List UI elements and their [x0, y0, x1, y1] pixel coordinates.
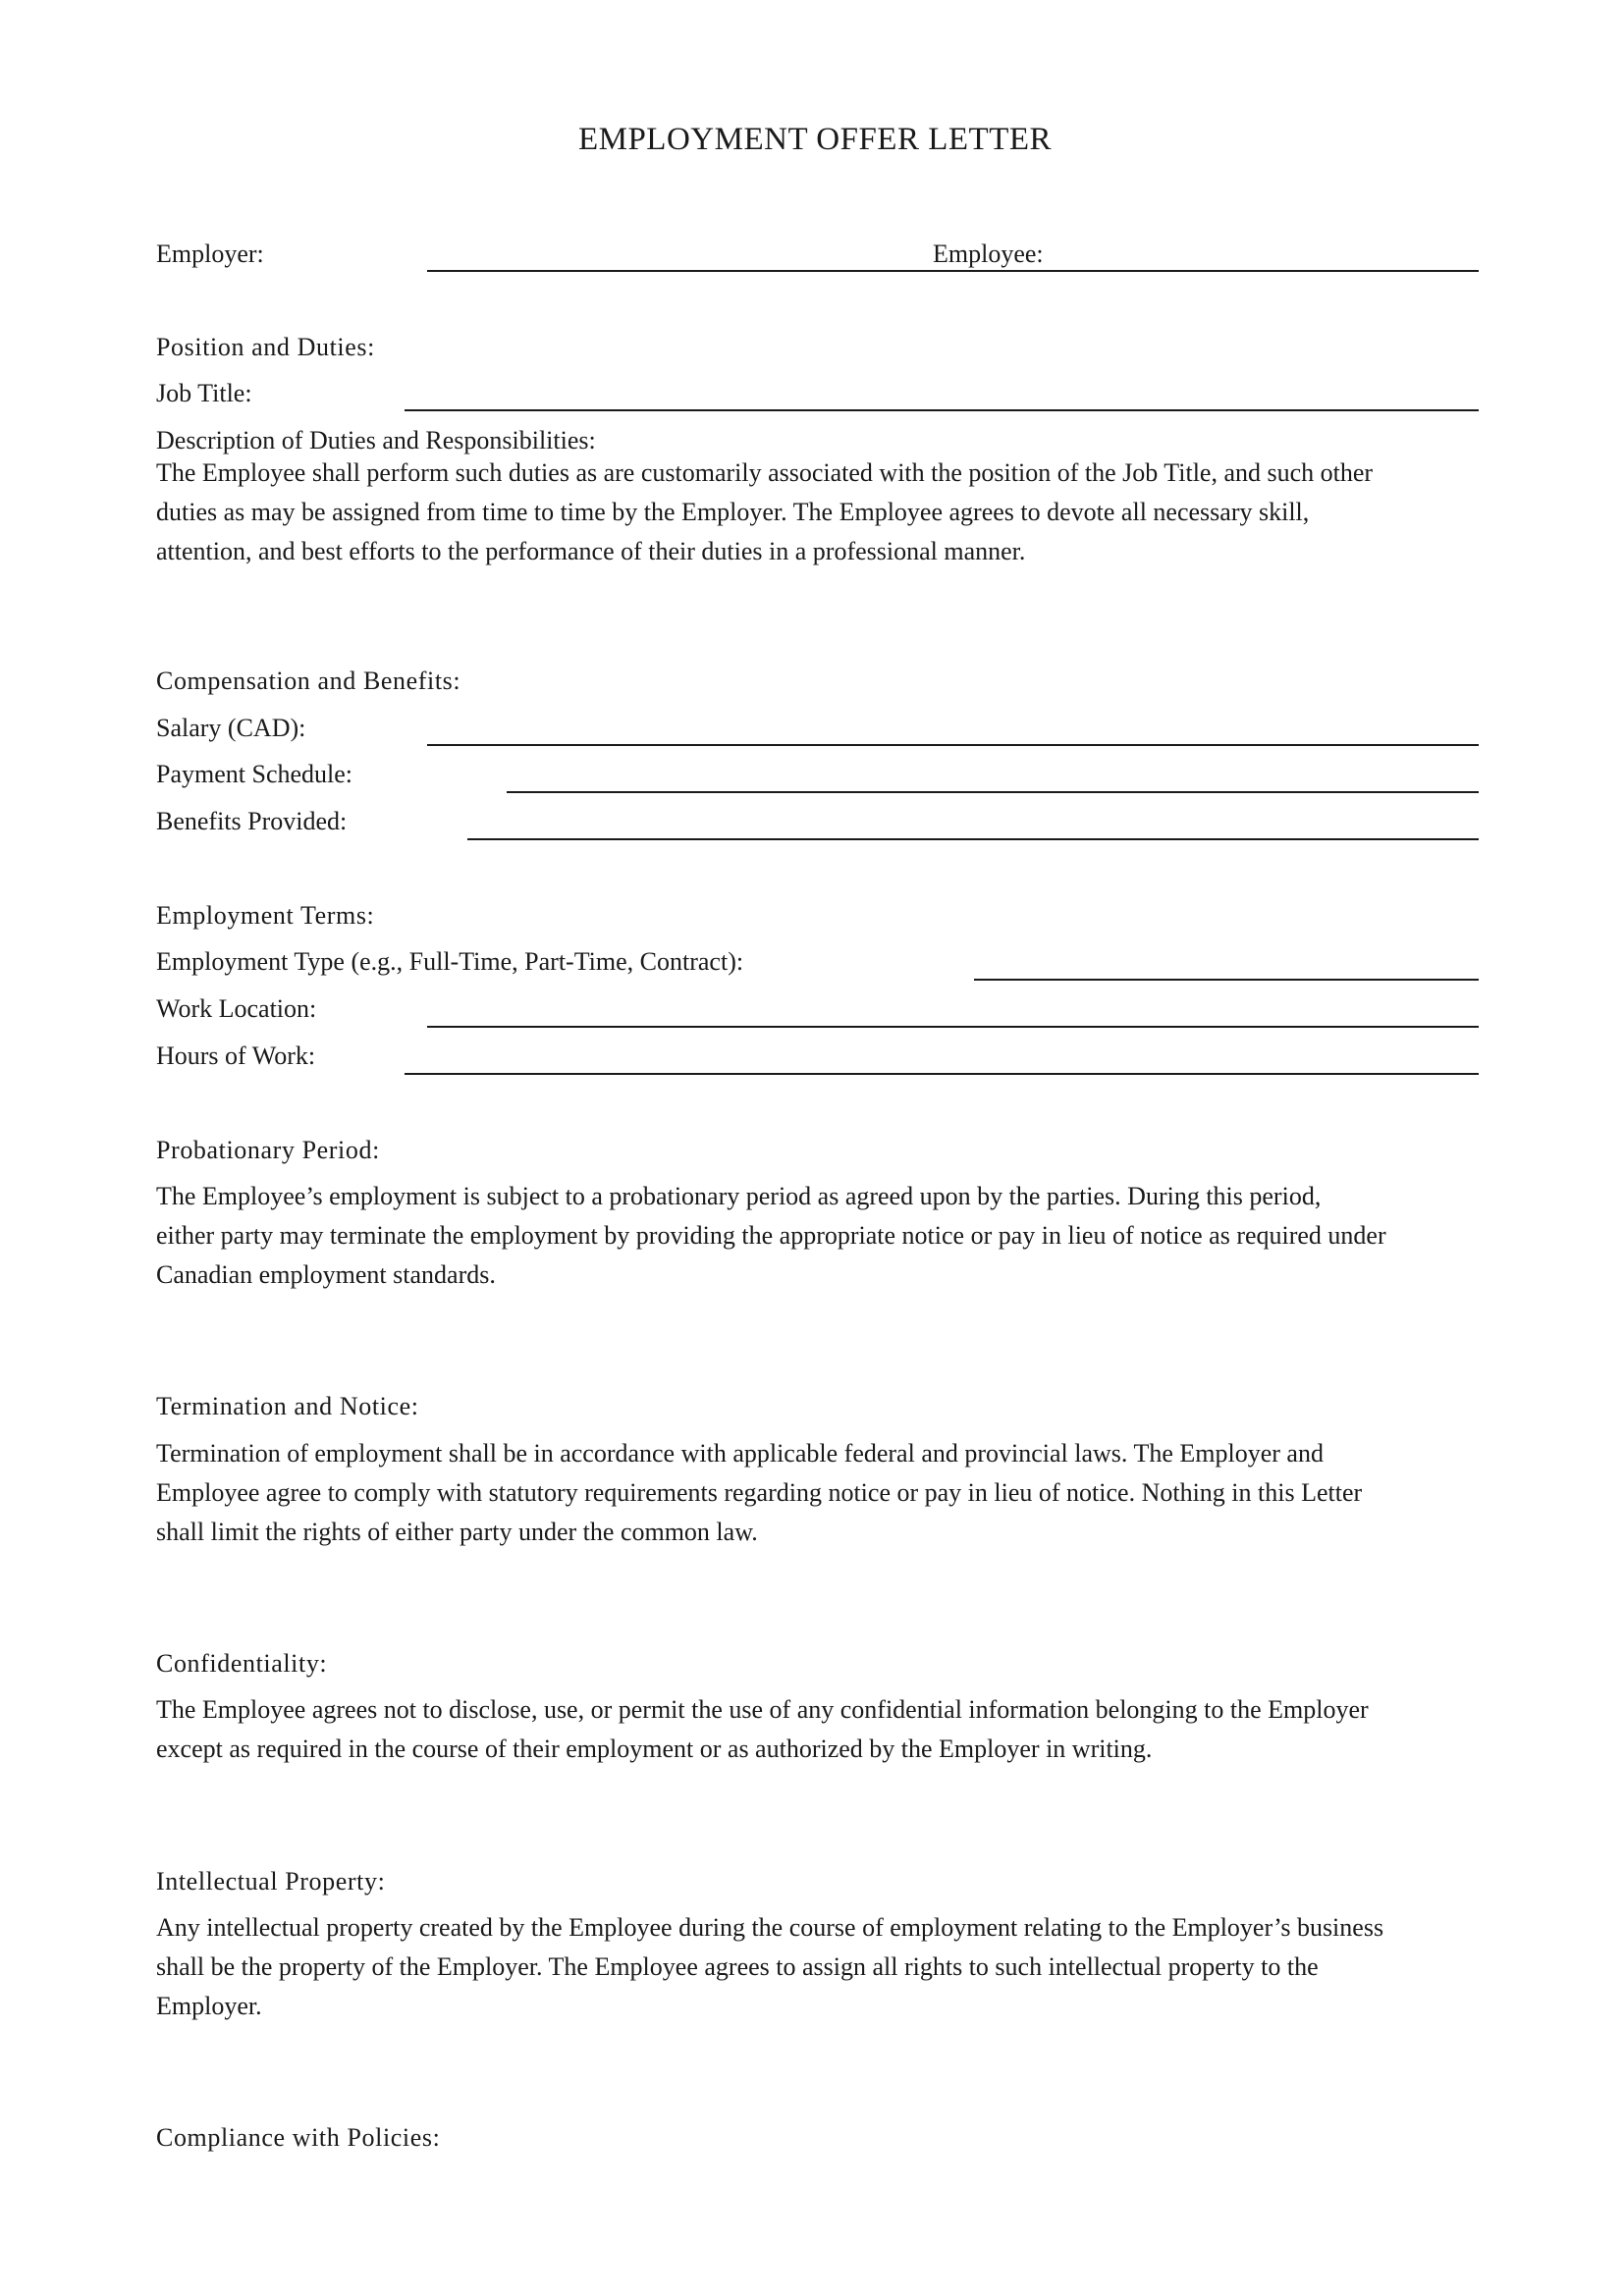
salary-field-line[interactable] — [427, 744, 1479, 746]
ip-paragraph — [156, 1908, 1491, 2026]
compensation-heading: Compensation and Benefits: — [156, 667, 461, 695]
termination-line: Employee agree to comply with statutory requirements regarding notice or pay in lieu of notice. Nothing in this Letter — [156, 1478, 1363, 1507]
job-title-field-line[interactable] — [405, 409, 1479, 411]
confidentiality-heading: Confidentiality: — [156, 1649, 328, 1678]
payment-schedule-field-line[interactable] — [507, 791, 1479, 793]
salary-label: Salary (CAD): — [156, 714, 306, 742]
hours-field-line[interactable] — [405, 1073, 1479, 1075]
work-location-label: Work Location: — [156, 994, 317, 1023]
probation-heading: Probationary Period: — [156, 1136, 380, 1164]
employment-type-field-line[interactable] — [974, 979, 1479, 981]
probation-paragraph — [156, 1177, 1491, 1295]
compliance-heading: Compliance with Policies: — [156, 2123, 441, 2152]
job-title-label: Job Title: — [156, 379, 252, 407]
benefits-label: Benefits Provided: — [156, 807, 348, 835]
description-line: The Employee shall perform such duties as are customarily associated with the position of the Job Title, and such other — [156, 458, 1374, 487]
employer-label: Employer: — [156, 240, 264, 268]
ip-line: shall be the property of the Employer. The Employee agrees to assign all rights to such intellectual property to the — [156, 1952, 1319, 1981]
probation-line: The Employee’s employment is subject to a probationary period as agreed upon by the parties. During this period, — [156, 1182, 1322, 1210]
confidentiality-line: except as required in the course of their employment or as authorized by the Employer in writing. — [156, 1735, 1153, 1763]
employee-label: Employee: — [933, 240, 1044, 268]
description-paragraph — [156, 454, 1491, 571]
confidentiality-line: The Employee agrees not to disclose, use, or permit the use of any confidential information belonging to the Employer — [156, 1695, 1369, 1724]
confidentiality-paragraph — [156, 1690, 1491, 1769]
hours-label: Hours of Work: — [156, 1041, 316, 1070]
description-label: Description of Duties and Responsibilities: — [156, 426, 596, 454]
termination-paragraph — [156, 1434, 1491, 1552]
termination-heading: Termination and Notice: — [156, 1392, 419, 1420]
document-title: EMPLOYMENT OFFER LETTER — [577, 122, 1053, 157]
probation-line: either party may terminate the employment by providing the appropriate notice or pay in lieu of notice as required under — [156, 1221, 1386, 1250]
ip-line: Any intellectual property created by the Employee during the course of employment relating to the Employer’s business — [156, 1913, 1384, 1942]
description-line: duties as may be assigned from time to time by the Employer. The Employee agrees to devote all necessary skill, — [156, 498, 1310, 526]
description-line: attention, and best efforts to the performance of their duties in a professional manner. — [156, 537, 1026, 565]
work-location-field-line[interactable] — [427, 1026, 1479, 1028]
ip-heading: Intellectual Property: — [156, 1867, 386, 1896]
benefits-field-line[interactable] — [467, 838, 1479, 840]
termination-line: shall limit the rights of either party under the common law. — [156, 1518, 758, 1546]
employment-type-label: Employment Type (e.g., Full-Time, Part-Time, Contract): — [156, 947, 744, 976]
termination-line: Termination of employment shall be in accordance with applicable federal and provincial laws. The Employer and — [156, 1439, 1324, 1468]
employee-field-line[interactable] — [933, 270, 1479, 272]
employer-field-line[interactable] — [427, 270, 933, 272]
ip-line: Employer. — [156, 1992, 262, 2020]
position-heading: Position and Duties: — [156, 333, 375, 361]
payment-schedule-label: Payment Schedule: — [156, 760, 353, 788]
terms-heading: Employment Terms: — [156, 901, 375, 930]
probation-line: Canadian employment standards. — [156, 1260, 496, 1289]
